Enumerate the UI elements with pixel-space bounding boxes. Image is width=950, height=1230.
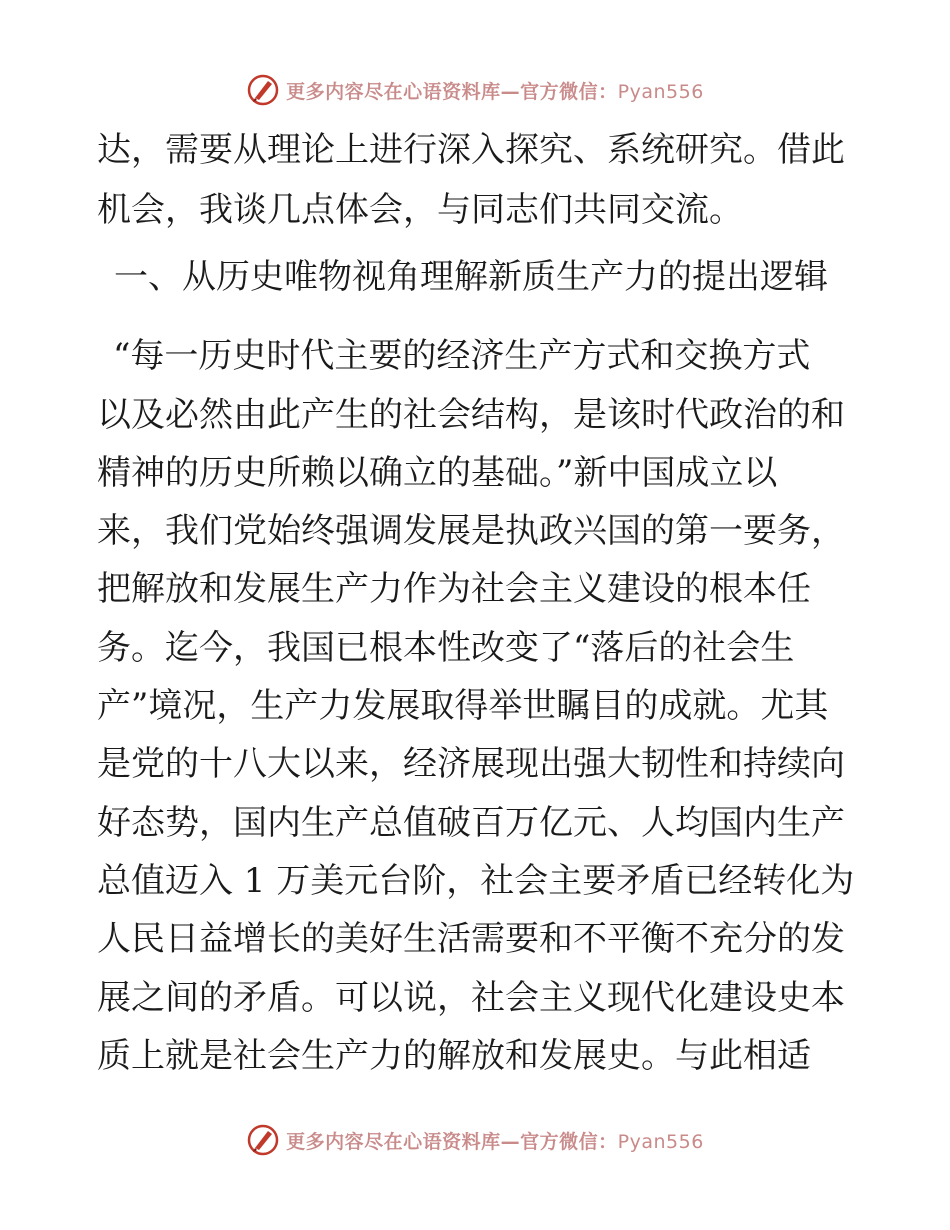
text-line: 展之间的矛盾。可以说，社会主义现代化建设史本 [97,978,845,1018]
text-line: 务。迄今，我国已根本性改变了“落后的社会生 [97,628,795,668]
text-line: 以及必然由此产生的社会结构，是该时代政治的和 [97,395,845,435]
text-line: 机会，我谈几点体会，与同志们共同交流。 [97,190,743,230]
section-heading: 一、从历史唯物视角理解新质生产力的提出逻辑 [114,257,828,297]
watermark-label [286,77,704,104]
text-line: 精神的历史所赖以确立的基础。”新中国成立以 [97,453,778,493]
text-line: 好态势，国内生产总值破百万亿元、人均国内生产 [97,803,845,843]
text-line: 把解放和发展生产力作为社会主义建设的根本任 [97,569,811,609]
text-line: 总值迈入 1 万美元台阶，社会主要矛盾已经转化为 [97,861,855,901]
watermark-label [286,1127,704,1154]
text-line: 达，需要从理论上进行深入探究、系统研究。借此 [97,130,845,170]
text-line: 是党的十八大以来，经济展现出强大韧性和持续向 [97,744,845,784]
watermark-text-cn: 更多内容尽在心语资料库—官方微信： [286,1130,618,1153]
text-line: 质上就是社会生产力的解放和发展史。与此相适 [97,1036,811,1076]
quill-pen-logo-icon [246,1123,280,1157]
text-line: 人民日益增长的美好生活需要和不平衡不充分的发 [97,919,845,959]
text-line: “每一历史时代主要的经济生产方式和交换方式 [113,336,811,376]
watermark-wechat-id: Pyan556 [617,1130,704,1153]
watermark-wechat-id: Pyan556 [617,80,704,103]
text-line: 来，我们党始终强调发展是执政兴国的第一要务， [97,511,845,551]
quill-pen-logo-icon [246,73,280,107]
watermark-footer [0,1120,950,1160]
watermark-header [0,70,950,110]
watermark-text-cn: 更多内容尽在心语资料库—官方微信： [286,80,618,103]
text-line: 产”境况，生产力发展取得举世瞩目的成就。尤其 [97,686,829,726]
